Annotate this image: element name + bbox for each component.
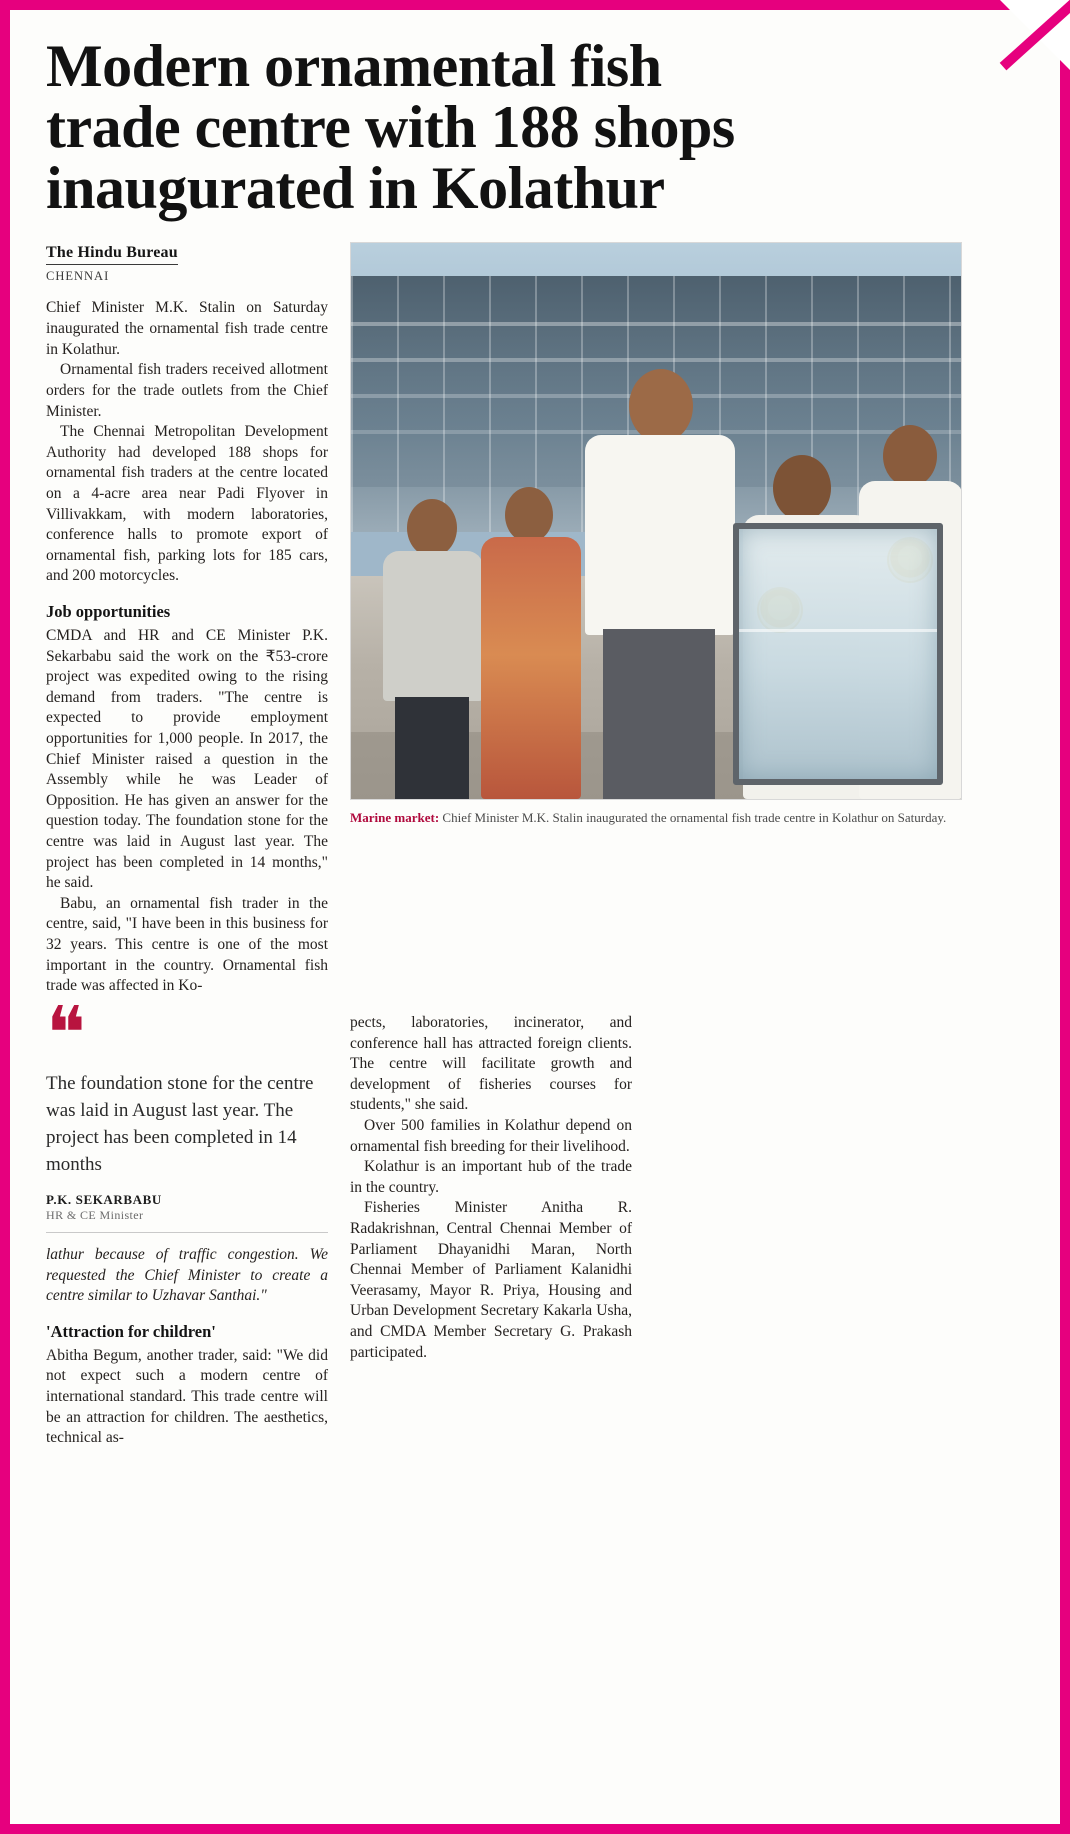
paragraph: pects, laboratories, incinerator, and conference hall has attracted foreign clients. The centre will facilitate growth and development of fisheries courses for students," she said. bbox=[350, 1013, 632, 1114]
page-title bbox=[46, 33, 946, 222]
paragraph: lathur because of traffic congestion. We requested the Chief Minister to create a centre similar to Uzhavar Santhai." bbox=[46, 1246, 328, 1305]
paragraph: CMDA and HR and CE Minister P.K. Sekarbabu said the work on the ₹53-crore project was expedited owing to the rising demand from traders. "The centre is expected to provide employment opportunities for 1,000 people. In 2017, the Chief Minister raised a question in the Assembly while he was Leader of Opposition. He has given an answer for the question today. The foundation stone for the centre was laid in August last year. The project has been completed in 14 months," he said. bbox=[46, 626, 328, 892]
photo-caption bbox=[350, 809, 960, 827]
headline-line-2: trade centre with 188 shops bbox=[46, 94, 735, 161]
section-subhead: 'Attraction for children' bbox=[46, 1321, 216, 1341]
pullquote-attribution: P.K. SEKARBABU bbox=[46, 1191, 162, 1207]
photo-person-legs bbox=[395, 697, 469, 799]
paragraph: Kolathur is an important hub of the trade in the country. bbox=[350, 1158, 632, 1196]
photo-person-head bbox=[629, 369, 693, 443]
paragraph: Fisheries Minister Anitha R. Radakrishnan, Central Chennai Member of Parliament Dhayanidhi Maran, North Chennai Member of Parliament Kalanidhi Veerasamy, Mayor R. Priya, Housing and Urban Development Secretary Kakarla Usha, and CMDA Member Secretary G. Prakash participated. bbox=[350, 1199, 632, 1361]
paragraph: Chief Minister M.K. Stalin on Saturday inaugurated the ornamental fish trade centre in Kolathur. bbox=[46, 299, 328, 358]
paragraph: Over 500 families in Kolathur depend on ornamental fish breeding for their livelihood. bbox=[350, 1116, 632, 1155]
article-bottom-section bbox=[46, 993, 982, 1449]
article-column-2 bbox=[46, 993, 328, 1449]
photo-person-torso bbox=[481, 537, 581, 799]
photo-caption-lead: Marine market: bbox=[350, 809, 440, 825]
byline-author: The Hindu Bureau bbox=[46, 242, 178, 265]
pullquote-role: HR & CE Minister bbox=[46, 1208, 328, 1233]
article-column-1 bbox=[46, 242, 328, 997]
newspaper-page bbox=[10, 10, 1060, 1824]
photo-person-legs bbox=[603, 629, 715, 799]
paragraph: Babu, an ornamental fish trader in the centre, said, "I have been in this business for 32 years. This centre is one of the most important in the country. Ornamental fish trade was affected in Ko- bbox=[46, 894, 328, 995]
headline-line-3: inaugurated in Kolathur bbox=[46, 155, 665, 222]
photo-caption-text: Chief Minister M.K. Stalin inaugurated the ornamental fish trade centre in Kolathur on Saturday. bbox=[442, 809, 947, 825]
photo-person-head bbox=[883, 425, 937, 487]
quotation-mark-icon: ❝ bbox=[46, 993, 82, 1076]
paragraph: Ornamental fish traders received allotment orders for the trade outlets from the Chief Minister. bbox=[46, 361, 328, 420]
photo-person-head bbox=[773, 455, 831, 521]
section-subhead: Job opportunities bbox=[46, 601, 171, 621]
article-photo bbox=[350, 242, 962, 800]
photo-person-torso bbox=[383, 551, 483, 701]
pullquote-text: The foundation stone for the centre was laid in August last year. The project has been completed in 14 months bbox=[46, 1072, 314, 1175]
byline-dateline: CHENNAI bbox=[46, 268, 110, 283]
article-content bbox=[46, 33, 982, 1449]
paragraph: The Chennai Metropolitan Development Authority had developed 188 shops for ornamental fish traders at the centre located on a 4-acre area near Padi Flyover in Villivakkam, with modern laboratories, conference halls to promote export of ornamental fish, parking lots for 185 cars, and 200 motorcycles. bbox=[46, 423, 328, 585]
photo-aquarium-tank bbox=[733, 523, 943, 785]
photo-person-head bbox=[505, 487, 553, 543]
photo-person-torso bbox=[585, 435, 735, 635]
article-top-section bbox=[46, 242, 982, 997]
headline-line-1: Modern ornamental fish bbox=[46, 33, 662, 99]
photo-person-left bbox=[379, 499, 489, 799]
photo-person-head bbox=[407, 499, 457, 557]
paragraph: Abitha Begum, another trader, said: "We did not expect such a modern centre of international standard. This trade centre will be an attraction for children. The aesthetics, technical as- bbox=[46, 1346, 328, 1447]
article-column-3 bbox=[350, 1013, 632, 1363]
photo-person-chief-minister bbox=[585, 369, 735, 799]
photo-person-woman bbox=[479, 469, 585, 799]
article-photo-block bbox=[350, 242, 960, 827]
